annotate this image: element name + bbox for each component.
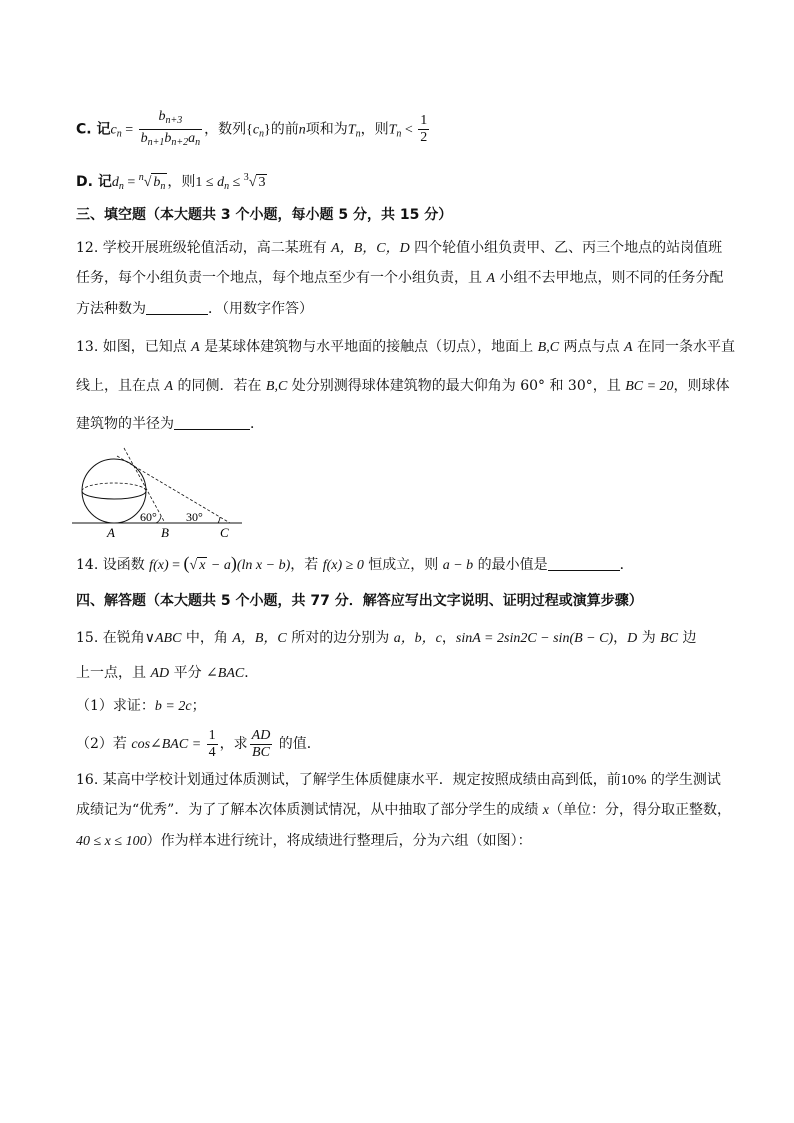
q15-text-8: 上一点，且 xyxy=(76,665,151,681)
c-text-2: 的前 xyxy=(270,121,299,138)
set-var: c xyxy=(252,122,260,138)
point-label-a: A xyxy=(107,525,115,540)
q15-ad: AD xyxy=(150,666,170,681)
q15-part-1-end: ； xyxy=(191,698,206,714)
cube-radicand: 3 xyxy=(258,175,266,190)
q12-text-1: 12. 学校开展班级轮值活动，高二某班有 xyxy=(76,240,332,256)
q14-paren-open: ( xyxy=(183,553,190,573)
point-label-c: C xyxy=(220,525,229,540)
sphere-figure xyxy=(72,444,247,540)
q13-a2: A xyxy=(623,340,633,355)
angle-label-b: 60° xyxy=(140,510,157,524)
c-var: c xyxy=(110,122,117,138)
q14-paren-close: ) xyxy=(230,553,237,573)
brace-open: { xyxy=(246,122,253,138)
q15-text-4: ， xyxy=(441,630,456,646)
brace-close: } xyxy=(264,122,271,138)
q15-line-1 xyxy=(76,627,697,650)
eq-sign: = xyxy=(121,122,137,138)
q16-x: x xyxy=(542,803,549,818)
q13-text-8: ，则球体 xyxy=(673,378,730,394)
q14-text-5: ． xyxy=(619,557,634,573)
q13-text-2: 是某球体建筑物与水平地面的接触点（切点），地面上 xyxy=(199,339,538,355)
section-3-title: 三、填空题（本大题共 3 个小题，每小题 5 分，共 15 分） xyxy=(76,207,453,223)
q15-text-6: 为 xyxy=(637,630,661,646)
angle-label-c: 30° xyxy=(186,510,203,524)
q16-text-4: （单位：分，得分取正整数， xyxy=(548,802,731,818)
option-d-label: D. 记 xyxy=(76,174,112,190)
q13-answer-blank[interactable] xyxy=(174,415,250,430)
q15-text-9: 平分 xyxy=(169,665,207,681)
d-text-1: ，则 xyxy=(167,174,196,190)
cube-index: 3 xyxy=(243,172,249,183)
q15-equation: sinA = 2sin2C − sin(B − C) xyxy=(455,631,614,646)
den-b2-sub: n+2 xyxy=(171,137,189,148)
angle-arc-c xyxy=(218,517,220,523)
q16-text-2: 的学生测试 xyxy=(646,772,721,788)
num-var: b xyxy=(158,109,166,124)
q13-bc-eq: BC = 20 xyxy=(625,379,674,394)
q13-text-6: 的同侧．若在 xyxy=(173,378,266,394)
q12-groups: A，B，C，D xyxy=(331,241,410,256)
d2-sub: n xyxy=(224,181,230,192)
point-label-b: B xyxy=(161,525,169,540)
den-a: a xyxy=(188,131,196,146)
ratio-den: BC xyxy=(252,744,270,760)
q14-line: 14. 设函数 f(x) = (√ x − a)(ln x − b)，若 f(x) ≥ 0 恒成立，则 a − b 的最小值是 ． xyxy=(76,553,634,573)
q15-text-11: ，求 xyxy=(219,736,248,752)
q12-line-2 xyxy=(76,267,723,290)
q13-line-2 xyxy=(76,375,730,398)
t-var: T xyxy=(347,122,356,138)
q14-sqrt-x: x xyxy=(199,558,206,573)
q13-text-10: ． xyxy=(250,416,264,432)
q13-text-7: 处分别测得球体建筑物的最大仰角为 60° 和 30°，且 xyxy=(287,378,626,394)
c-sub: n xyxy=(116,128,122,140)
q15-text-3: 所对的边分别为 xyxy=(286,630,394,646)
q13-text-3: 两点与点 xyxy=(559,339,624,355)
q12-text-2: 四个轮值小组负责甲、乙、丙三个地点的站岗值班 xyxy=(409,240,723,256)
q16-text-1: 16. 某高中学校计划通过体质测试，了解学生体质健康水平．规定按照成绩由高到低，前 xyxy=(76,772,621,788)
ratio-num: AD xyxy=(251,727,271,743)
q14-minus-a: − a xyxy=(207,558,231,573)
q14-text-3: 恒成立，则 xyxy=(363,557,443,573)
n-var: n xyxy=(298,122,306,138)
q14-eq: = xyxy=(168,558,184,573)
q13-a3: A xyxy=(164,379,174,394)
quarter-num: 1 xyxy=(208,727,216,743)
q12-text-5: 方法种数为 xyxy=(76,301,146,317)
q12-text-6: ．（用数字作答） xyxy=(208,301,313,317)
option-c-label: C. 记 xyxy=(76,121,111,138)
d2-var: d xyxy=(217,175,225,190)
q14-text-2: ，若 xyxy=(290,557,323,573)
q16-text-5: ）作为样本进行统计，将成绩进行整理后，分为六组（如图）： xyxy=(146,833,532,849)
ineq-left: 1 ≤ xyxy=(195,175,218,190)
q13-line-1 xyxy=(76,336,735,359)
le-sign: ≤ xyxy=(229,175,244,190)
option-c xyxy=(76,108,431,155)
q14-text-1: 14. 设函数 xyxy=(76,557,150,573)
q16-percent: 10% xyxy=(620,773,647,788)
q15-part-1-eq: b = 2c xyxy=(154,699,192,714)
t2-sub: n xyxy=(396,128,402,140)
section-4-title: 四、解答题（本大题共 5 个小题，共 77 分．解答应写出文字说明、证明过程或演算步骤） xyxy=(76,593,643,609)
t2-var: T xyxy=(388,122,397,138)
half-den: 2 xyxy=(420,130,428,145)
q16-line-3 xyxy=(76,830,532,853)
q15-sides: a，b，c xyxy=(393,631,442,646)
q15-ratio xyxy=(250,728,273,761)
q15-text-10: ． xyxy=(244,665,259,681)
q14-expr: a − b xyxy=(442,558,474,573)
den-b2: b xyxy=(164,131,172,146)
d-var: d xyxy=(111,175,119,190)
q14-condition: f(x) ≥ 0 xyxy=(322,558,364,573)
d-sub: n xyxy=(118,181,124,192)
lt-sign: < xyxy=(401,122,417,138)
q15-text-12: 的值． xyxy=(274,736,321,752)
q13-text-9: 建筑物的半径为 xyxy=(76,416,174,432)
c-text-3: 项和为 xyxy=(305,121,348,138)
den-b1-sub: n+1 xyxy=(147,137,165,148)
q14-text-4: 的最小值是 xyxy=(473,557,548,573)
q15-part-2-label: （2）若 xyxy=(76,736,132,752)
c-text-4: ，则 xyxy=(360,121,389,138)
q15-text-5: ， xyxy=(613,630,628,646)
c-fraction xyxy=(139,108,203,151)
half-fraction xyxy=(418,113,429,146)
q13-line-3 xyxy=(76,413,264,435)
den-a-sub: n xyxy=(195,137,201,148)
half-num: 1 xyxy=(420,113,428,128)
den-b1: b xyxy=(140,131,148,146)
sphere xyxy=(82,459,146,523)
q15-text-1: 15. 在锐角 xyxy=(76,630,145,646)
q12-line-1 xyxy=(76,237,722,260)
q15-text-7: 边 xyxy=(678,630,697,646)
q16-text-3: 成绩记为“优秀”．为了了解本次体质测试情况，从中抽取了部分学生的成绩 xyxy=(76,802,543,818)
q12-text-3: 任务，每个小组负责一个地点，每个地点至少有一个小组负责，且 xyxy=(76,270,487,286)
q15-bc: BC xyxy=(660,631,679,646)
q16-line-2 xyxy=(76,799,731,822)
q16-line-1 xyxy=(76,769,721,792)
q12-answer-blank[interactable] xyxy=(146,300,208,315)
q12-a: A xyxy=(486,271,496,286)
num-sub: n+3 xyxy=(165,115,183,126)
q14-f-arg: (x) xyxy=(153,558,169,573)
q12-text-4: 小组不去甲地点，则不同的任务分配 xyxy=(495,270,724,286)
q13-bc1: B,C xyxy=(537,340,560,355)
eq-sign: = xyxy=(123,175,139,190)
q12-line-3 xyxy=(76,298,313,320)
q15-cos: cos∠BAC = xyxy=(131,737,205,752)
q16-range: 40 ≤ x ≤ 100 xyxy=(76,834,147,849)
q15-text-2: 中，角 xyxy=(181,630,233,646)
q13-text-4: 在同一条水平直 xyxy=(632,339,735,355)
option-d: D. 记$d_n = ^n√$ $b_n$ ，则$1 \le d_n \le ^3√$ 3 xyxy=(76,172,266,192)
root-var: b xyxy=(153,175,161,190)
quarter-den: 4 xyxy=(208,744,216,760)
q14-answer-blank[interactable] xyxy=(548,556,620,571)
q13-bc2: B,C xyxy=(265,379,288,394)
q13-text-5: 线上，且在点 xyxy=(76,378,165,394)
q15-line-2 xyxy=(76,662,258,685)
q15-part-1 xyxy=(76,695,206,718)
root-index: n xyxy=(138,172,144,183)
t-sub: n xyxy=(355,128,361,140)
q13-text-1: 13. 如图，已知点 xyxy=(76,339,192,355)
set-sub: n xyxy=(259,128,265,140)
q13-a1: A xyxy=(191,340,200,355)
q14-ln-factor: (ln x − b) xyxy=(236,558,291,573)
q15-angles: A，B，C xyxy=(232,631,287,646)
c-text-1: ，数列 xyxy=(204,121,247,138)
q15-part-1-label: （1）求证： xyxy=(76,698,155,714)
q15-d: D xyxy=(627,631,638,646)
root-sub: n xyxy=(160,181,166,192)
q14-f: f xyxy=(149,558,154,573)
q15-triangle: ∨ABC xyxy=(144,631,182,646)
q15-part-2 xyxy=(76,724,321,765)
q15-angle: ∠BAC xyxy=(206,666,245,681)
q15-quarter xyxy=(207,728,218,761)
